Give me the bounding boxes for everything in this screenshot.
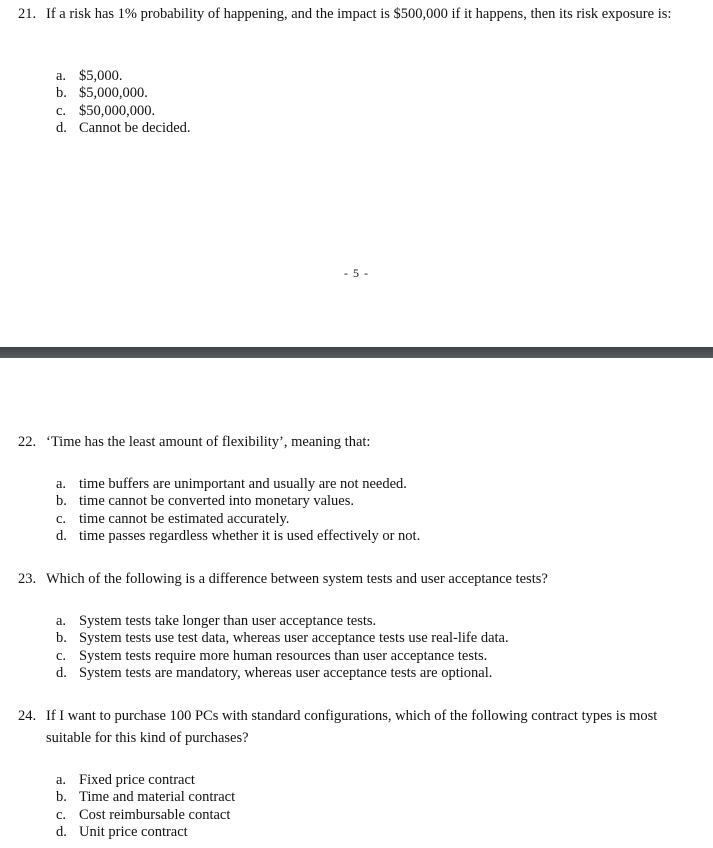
question-text: Which of the following is a difference between system tests and user acceptance tests?: [46, 571, 548, 587]
option-letter: d.: [56, 119, 67, 136]
option-letter: d.: [56, 823, 67, 840]
question-stem: [18, 568, 698, 590]
option-text: time cannot be estimated accurately.: [79, 510, 290, 527]
option-text: Fixed price contract: [79, 772, 195, 788]
option-letter: a.: [56, 68, 67, 84]
option-text: System tests are mandatory, whereas user acceptance tests are optional.: [79, 664, 493, 681]
question-22: [18, 431, 698, 453]
option-letter: a.: [56, 476, 67, 492]
option-text: System tests require more human resources than user acceptance tests.: [79, 647, 488, 664]
option-text: time buffers are unimportant and usually are not needed.: [79, 476, 407, 492]
question-24: [18, 705, 698, 749]
question-21: [18, 3, 698, 25]
option-text: Unit price contract: [79, 823, 188, 840]
option-text: Cannot be decided.: [79, 119, 191, 136]
option-letter: a.: [56, 613, 67, 629]
option-text: Cost reimbursable contact: [79, 806, 231, 823]
option-letter: c.: [56, 102, 67, 119]
option-letter: a.: [56, 772, 67, 788]
question-number: 22.: [18, 434, 37, 450]
option-text: System tests take longer than user acceptance tests.: [79, 613, 377, 629]
question-text: ‘Time has the least amount of flexibility’, meaning that:: [46, 434, 371, 450]
page-number: - 5 -: [344, 266, 369, 280]
option-text: time cannot be converted into monetary values.: [79, 493, 355, 510]
document-page-5: [0, 0, 713, 347]
option-text: time passes regardless whether it is used effectively or not.: [79, 527, 421, 544]
option-text: $5,000,000.: [79, 85, 148, 102]
option-text: Time and material contract: [79, 789, 236, 806]
option-letter: b.: [56, 630, 67, 647]
option-letter: b.: [56, 789, 67, 806]
option-letter: b.: [56, 493, 67, 510]
question-23: [18, 568, 698, 590]
option-letter: d.: [56, 527, 67, 544]
question-number: 23.: [18, 571, 37, 587]
question-text: If I want to purchase 100 PCs with standard configurations, which of the following contract types is most suitable for this kind of purchases?: [46, 708, 658, 746]
page-separator: [0, 347, 713, 358]
question-stem: [18, 3, 698, 25]
option-letter: c.: [56, 510, 67, 527]
question-number: 21.: [18, 6, 37, 22]
question-number: 24.: [18, 708, 37, 724]
option-letter: d.: [56, 664, 67, 681]
option-text: $5,000.: [79, 68, 123, 84]
question-stem: [18, 431, 698, 453]
document-page-6: [0, 358, 713, 848]
option-letter: b.: [56, 85, 67, 102]
option-text: System tests use test data, whereas user acceptance tests use real-life data.: [79, 630, 509, 647]
question-stem: [18, 705, 698, 749]
question-text: If a risk has 1% probability of happening, and the impact is $500,000 if it happens, then its risk exposure is:: [46, 6, 672, 22]
option-letter: c.: [56, 806, 67, 823]
option-letter: c.: [56, 647, 67, 664]
option-text: $50,000,000.: [79, 102, 156, 119]
